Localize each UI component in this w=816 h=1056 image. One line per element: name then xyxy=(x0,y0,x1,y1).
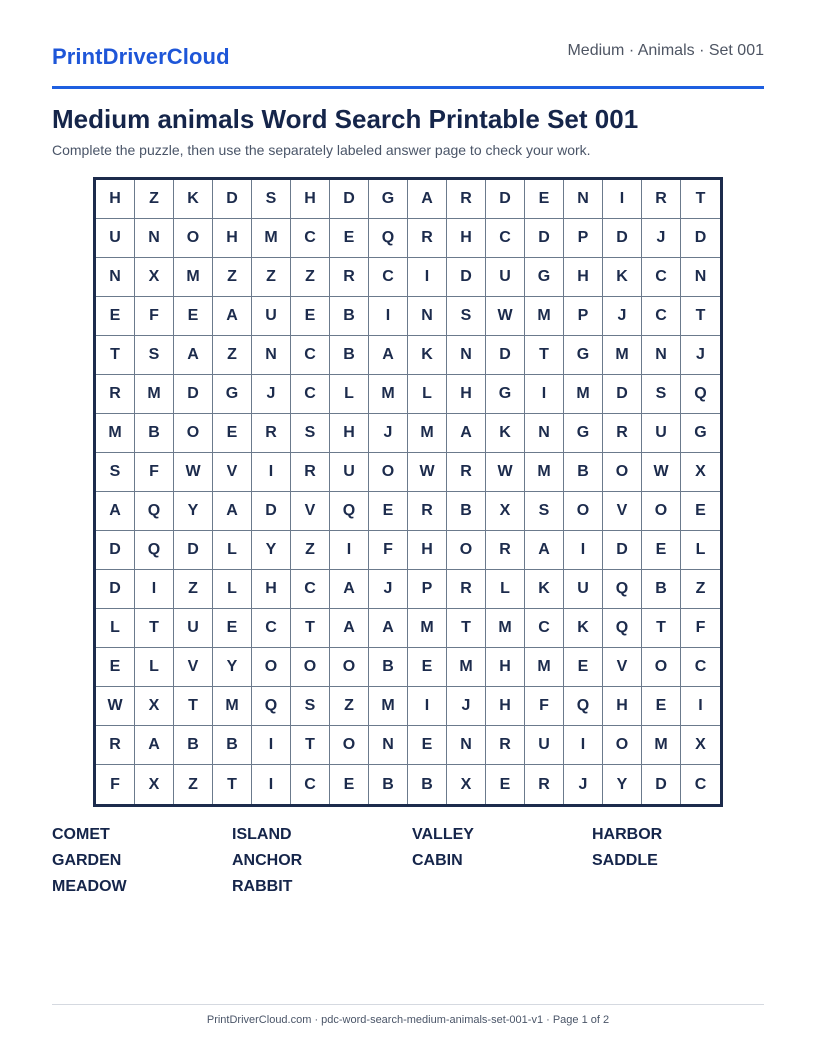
grid-cell: H xyxy=(564,258,603,297)
grid-cell: B xyxy=(447,492,486,531)
grid-cell: X xyxy=(135,687,174,726)
grid-cell: C xyxy=(642,258,681,297)
grid-cell: B xyxy=(135,414,174,453)
grid-cell: R xyxy=(291,453,330,492)
grid-cell: X xyxy=(447,765,486,804)
grid-cell: C xyxy=(291,336,330,375)
grid-cell: L xyxy=(213,531,252,570)
grid-cell: E xyxy=(642,531,681,570)
grid-cell: O xyxy=(174,219,213,258)
grid-cell: B xyxy=(642,570,681,609)
grid-cell: C xyxy=(291,219,330,258)
grid-cell: W xyxy=(174,453,213,492)
grid-cell: A xyxy=(96,492,135,531)
grid-cell: Z xyxy=(135,180,174,219)
grid-cell: M xyxy=(96,414,135,453)
grid-cell: Z xyxy=(330,687,369,726)
brand-logo-text[interactable]: PrintDriverCloud xyxy=(52,44,230,69)
grid-cell: S xyxy=(642,375,681,414)
grid-cell: I xyxy=(252,765,291,804)
grid-cell: D xyxy=(603,375,642,414)
grid-cell: C xyxy=(291,375,330,414)
grid-cell: H xyxy=(330,414,369,453)
grid-cell: D xyxy=(681,219,720,258)
grid-cell: M xyxy=(564,375,603,414)
grid-cell: D xyxy=(174,375,213,414)
word-list-item: ISLAND xyxy=(232,826,292,843)
grid-cell: Z xyxy=(291,258,330,297)
grid-cell: A xyxy=(330,570,369,609)
grid-cell: R xyxy=(408,492,447,531)
grid-cell: A xyxy=(213,297,252,336)
grid-cell: A xyxy=(174,336,213,375)
grid-cell: N xyxy=(408,297,447,336)
grid-cell: R xyxy=(486,531,525,570)
grid-cell: Q xyxy=(330,492,369,531)
grid-cell: T xyxy=(681,180,720,219)
grid-cell: E xyxy=(486,765,525,804)
grid-cell: E xyxy=(408,648,447,687)
grid-cell: A xyxy=(525,531,564,570)
grid-cell: S xyxy=(291,414,330,453)
grid-cell: O xyxy=(642,492,681,531)
grid-cell: O xyxy=(603,726,642,765)
grid-cell: T xyxy=(447,609,486,648)
grid-cell: G xyxy=(681,414,720,453)
grid-cell: D xyxy=(447,258,486,297)
grid-cell: C xyxy=(486,219,525,258)
grid-cell: O xyxy=(447,531,486,570)
grid-cell: W xyxy=(486,453,525,492)
grid-cell: O xyxy=(174,414,213,453)
grid-cell: Q xyxy=(135,531,174,570)
grid-cell: W xyxy=(96,687,135,726)
grid-cell: M xyxy=(603,336,642,375)
grid-cell: T xyxy=(291,609,330,648)
grid-cell: C xyxy=(694,775,707,793)
grid-cell: R xyxy=(642,180,681,219)
grid-cell: T xyxy=(96,336,135,375)
grid-cell: I xyxy=(525,375,564,414)
page-header xyxy=(52,38,764,89)
grid-cell: J xyxy=(681,336,720,375)
grid-cell: A xyxy=(330,609,369,648)
grid-cell: F xyxy=(369,531,408,570)
grid-cell: D xyxy=(486,180,525,219)
grid-cell: K xyxy=(603,258,642,297)
grid-cell: X xyxy=(681,453,720,492)
grid-cell: C xyxy=(681,648,720,687)
grid-cell: O xyxy=(252,648,291,687)
grid-cell: T xyxy=(525,336,564,375)
grid-cell: H xyxy=(213,219,252,258)
grid-cell: X xyxy=(486,492,525,531)
grid-cell: K xyxy=(486,414,525,453)
grid-cell: Z xyxy=(291,531,330,570)
grid-cell: K xyxy=(408,336,447,375)
grid-cell: S xyxy=(252,180,291,219)
grid-cell: H xyxy=(96,180,135,219)
grid-cell: D xyxy=(603,531,642,570)
grid-cell: X xyxy=(135,765,174,804)
grid-cell: J xyxy=(642,219,681,258)
grid-cell: E xyxy=(642,687,681,726)
word-list-item: MEADOW xyxy=(52,878,127,895)
grid-cell: D xyxy=(486,336,525,375)
grid-cell: L xyxy=(135,648,174,687)
grid-cell: O xyxy=(603,453,642,492)
grid-cell: P xyxy=(408,570,447,609)
grid-cell: R xyxy=(96,726,135,765)
grid-cell: K xyxy=(174,180,213,219)
grid-cell: U xyxy=(564,570,603,609)
grid-cell: Q xyxy=(135,492,174,531)
grid-cell: Q xyxy=(564,687,603,726)
grid-cell: R xyxy=(603,414,642,453)
grid-cell: Y xyxy=(603,765,642,804)
grid-cell: W xyxy=(408,453,447,492)
grid-cell: M xyxy=(447,648,486,687)
grid-cell: S xyxy=(96,453,135,492)
grid-cell: Q xyxy=(369,219,408,258)
grid-cell: B xyxy=(369,765,408,804)
grid-cell: I xyxy=(408,687,447,726)
grid-cell: B xyxy=(213,726,252,765)
grid-cell: N xyxy=(447,336,486,375)
grid-cell: M xyxy=(213,687,252,726)
grid-cell: R xyxy=(96,375,135,414)
word-list-item: VALLEY xyxy=(412,826,474,843)
grid-cell: D xyxy=(603,219,642,258)
grid-cell: I xyxy=(564,726,603,765)
grid-cell: H xyxy=(486,648,525,687)
page-footer: PrintDriverCloud.com · pdc-word-search-medium-animals-set-001-v1 · Page 1 of 2 xyxy=(206,1014,610,1026)
grid-cell: O xyxy=(564,492,603,531)
grid-cell: V xyxy=(213,453,252,492)
grid-cell: D xyxy=(96,570,135,609)
grid-cell: Y xyxy=(252,531,291,570)
grid-cell: I xyxy=(252,726,291,765)
grid-cell: C xyxy=(369,258,408,297)
grid-cell: I xyxy=(135,570,174,609)
grid-cell: I xyxy=(369,297,408,336)
grid-cell: L xyxy=(408,375,447,414)
grid-cell: M xyxy=(525,453,564,492)
word-list-item: ANCHOR xyxy=(232,852,303,869)
grid-cell: S xyxy=(135,336,174,375)
grid-cell: D xyxy=(213,180,252,219)
grid-cell: R xyxy=(447,180,486,219)
grid-cell: T xyxy=(681,297,720,336)
grid-cell: J xyxy=(369,414,408,453)
grid-cell: B xyxy=(564,453,603,492)
grid-cell: H xyxy=(486,687,525,726)
grid-cell: G xyxy=(525,258,564,297)
grid-cell: O xyxy=(330,726,369,765)
grid-cell: R xyxy=(525,765,564,804)
grid-cell: E xyxy=(213,414,252,453)
grid-cell: L xyxy=(681,531,720,570)
grid-cell: E xyxy=(408,726,447,765)
page-title: Medium animals Word Search Printable Set 001 xyxy=(52,104,639,134)
word-list-item: SADDLE xyxy=(592,852,658,869)
grid-cell: I xyxy=(252,453,291,492)
grid-cell: L xyxy=(96,609,135,648)
grid-cell: W xyxy=(642,453,681,492)
grid-cell: V xyxy=(603,648,642,687)
grid-cell: E xyxy=(330,765,369,804)
grid-cell: L xyxy=(213,570,252,609)
grid-cell: Z xyxy=(252,258,291,297)
grid-cell: Q xyxy=(603,609,642,648)
grid-cell: J xyxy=(369,570,408,609)
grid-cell: M xyxy=(642,726,681,765)
grid-cell: N xyxy=(135,219,174,258)
grid-cell: I xyxy=(564,531,603,570)
grid-cell: U xyxy=(252,297,291,336)
grid-cell: R xyxy=(330,258,369,297)
grid-cell: S xyxy=(525,492,564,531)
grid-cell: P xyxy=(564,219,603,258)
grid-cell: G xyxy=(213,375,252,414)
grid-cell: W xyxy=(486,297,525,336)
grid-cell: C xyxy=(525,609,564,648)
grid-cell: J xyxy=(252,375,291,414)
grid-cell: C xyxy=(291,765,330,804)
grid-cell: X xyxy=(681,726,720,765)
grid-cell: R xyxy=(252,414,291,453)
grid-cell: F xyxy=(135,453,174,492)
grid-cell: M xyxy=(252,219,291,258)
grid-cell: S xyxy=(291,687,330,726)
grid-cell: R xyxy=(447,570,486,609)
grid-cell: U xyxy=(330,453,369,492)
grid-cell: P xyxy=(564,297,603,336)
grid-cell: M xyxy=(135,375,174,414)
grid-cell: E xyxy=(291,297,330,336)
grid-cell: O xyxy=(369,453,408,492)
grid-cell: K xyxy=(525,570,564,609)
grid-cell: E xyxy=(213,609,252,648)
grid-cell: A xyxy=(369,609,408,648)
grid-cell: N xyxy=(564,180,603,219)
grid-cell: T xyxy=(291,726,330,765)
grid-cell: H xyxy=(252,570,291,609)
grid-cell: T xyxy=(174,687,213,726)
grid-cell: Z xyxy=(174,765,213,804)
word-list-item: RABBIT xyxy=(232,878,293,895)
grid-cell: B xyxy=(330,336,369,375)
grid-cell: U xyxy=(96,219,135,258)
grid-cell: E xyxy=(330,219,369,258)
word-list-item: CABIN xyxy=(412,852,463,869)
grid-cell: M xyxy=(408,414,447,453)
word-list-item: GARDEN xyxy=(52,852,122,869)
grid-cell: M xyxy=(174,258,213,297)
grid-cell: Y xyxy=(174,492,213,531)
grid-cell: E xyxy=(96,297,135,336)
word-list xyxy=(52,826,772,904)
grid-cell: V xyxy=(603,492,642,531)
grid-cell: T xyxy=(213,765,252,804)
grid-cell: I xyxy=(330,531,369,570)
grid-cell: B xyxy=(369,648,408,687)
grid-cell: C xyxy=(642,297,681,336)
grid-cell: J xyxy=(564,765,603,804)
grid-cell: B xyxy=(174,726,213,765)
grid-cell: Z xyxy=(681,570,720,609)
grid-cell: R xyxy=(486,726,525,765)
grid-cell: M xyxy=(486,609,525,648)
grid-cell: A xyxy=(213,492,252,531)
grid-cell: I xyxy=(681,687,720,726)
grid-cell: E xyxy=(96,648,135,687)
grid-cell: G xyxy=(564,336,603,375)
grid-cell: Z xyxy=(213,336,252,375)
grid-cell: D xyxy=(525,219,564,258)
grid-cell: F xyxy=(96,765,135,804)
grid-cell: I xyxy=(603,180,642,219)
grid-cell: F xyxy=(135,297,174,336)
grid-cell: R xyxy=(408,219,447,258)
grid-cell: H xyxy=(447,219,486,258)
grid-cell: D xyxy=(642,765,681,804)
grid-cell: B xyxy=(408,765,447,804)
grid-cell: M xyxy=(369,687,408,726)
grid-cell: E xyxy=(681,492,720,531)
grid-cell: H xyxy=(447,375,486,414)
grid-cell: L xyxy=(330,375,369,414)
grid-cell: Q xyxy=(252,687,291,726)
grid-cell: A xyxy=(135,726,174,765)
grid-cell: N xyxy=(681,258,720,297)
grid-cell: M xyxy=(525,297,564,336)
grid-cell: O xyxy=(291,648,330,687)
grid-cell: Z xyxy=(213,258,252,297)
footer-divider xyxy=(52,1004,764,1005)
grid-cell: E xyxy=(369,492,408,531)
word-search-grid xyxy=(93,177,723,807)
grid-cell: E xyxy=(525,180,564,219)
grid-cell: A xyxy=(408,180,447,219)
grid-cell: O xyxy=(330,648,369,687)
breadcrumb: Medium · Animals · Set 001 xyxy=(567,42,764,59)
grid-cell: N xyxy=(525,414,564,453)
grid-cell: X xyxy=(135,258,174,297)
grid-cell: N xyxy=(252,336,291,375)
grid-cell: U xyxy=(525,726,564,765)
grid-cell: I xyxy=(408,258,447,297)
grid-cell: V xyxy=(174,648,213,687)
grid-cell: N xyxy=(447,726,486,765)
grid-cell: R xyxy=(447,453,486,492)
page-subtitle: Complete the puzzle, then use the separately labeled answer page to check your work. xyxy=(52,142,591,158)
grid-cell: F xyxy=(681,609,720,648)
grid-cell: E xyxy=(564,648,603,687)
grid-cell: G xyxy=(564,414,603,453)
grid-cell: J xyxy=(603,297,642,336)
grid-cell: H xyxy=(408,531,447,570)
grid-cell: L xyxy=(486,570,525,609)
grid-cell: U xyxy=(486,258,525,297)
grid-cell: Q xyxy=(603,570,642,609)
grid-cell: Y xyxy=(213,648,252,687)
grid-cell: D xyxy=(330,180,369,219)
grid-cell: D xyxy=(252,492,291,531)
grid-cell: A xyxy=(369,336,408,375)
grid-cell: G xyxy=(369,180,408,219)
grid-cell: N xyxy=(96,258,135,297)
grid-cell: Z xyxy=(174,570,213,609)
grid-cell: D xyxy=(96,531,135,570)
grid-cell: C xyxy=(291,570,330,609)
grid-cell: T xyxy=(135,609,174,648)
grid-cell: B xyxy=(330,297,369,336)
grid-cell: V xyxy=(291,492,330,531)
grid-cell: C xyxy=(252,609,291,648)
grid-cell: U xyxy=(642,414,681,453)
grid-cell: S xyxy=(447,297,486,336)
grid-cell: M xyxy=(408,609,447,648)
grid-cell: U xyxy=(174,609,213,648)
grid-cell: Q xyxy=(681,375,720,414)
grid-cell: N xyxy=(642,336,681,375)
grid-cell: D xyxy=(174,531,213,570)
grid-cell: A xyxy=(447,414,486,453)
word-list-item: COMET xyxy=(52,826,110,843)
grid-cell: K xyxy=(564,609,603,648)
grid-cell: N xyxy=(369,726,408,765)
grid-cell: J xyxy=(447,687,486,726)
grid-cell: M xyxy=(369,375,408,414)
grid-cell: G xyxy=(486,375,525,414)
grid-cell: F xyxy=(525,687,564,726)
grid-cell: T xyxy=(642,609,681,648)
grid-cell: O xyxy=(642,648,681,687)
grid-cell: M xyxy=(525,648,564,687)
word-list-item: HARBOR xyxy=(592,826,663,843)
grid-cell: H xyxy=(291,180,330,219)
grid-cell: H xyxy=(603,687,642,726)
grid-cell: E xyxy=(174,297,213,336)
